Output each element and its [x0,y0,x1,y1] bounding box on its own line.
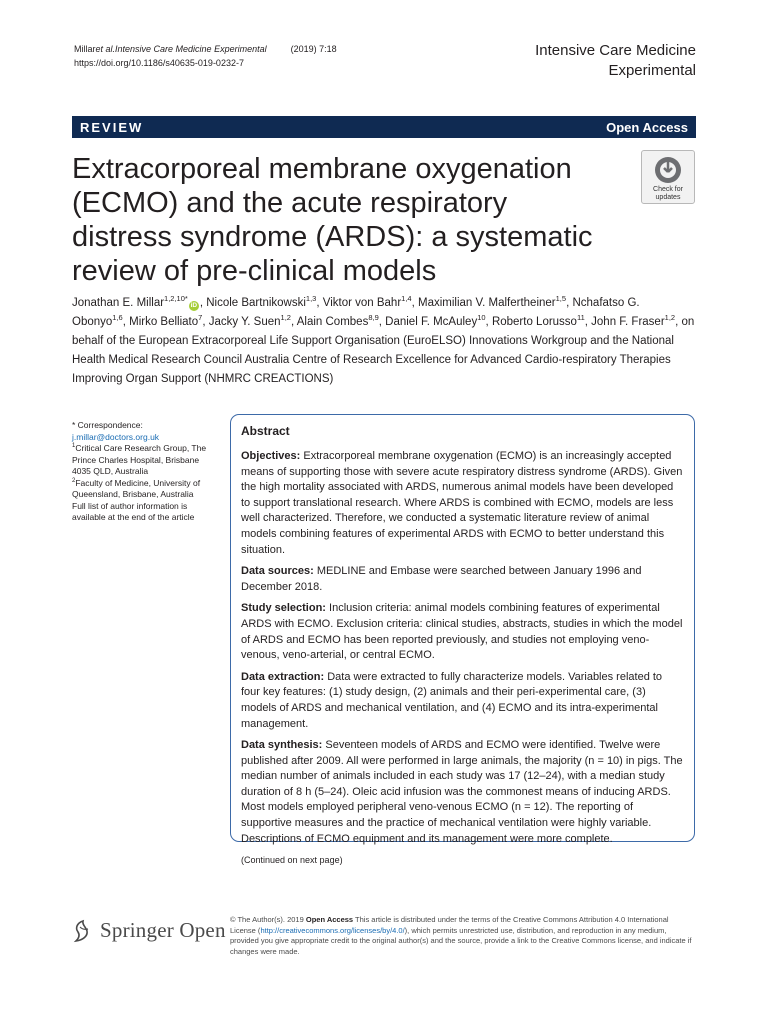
author-separator: , [411,297,418,309]
abstract-box [230,414,695,866]
author-name[interactable]: John F. Fraser [591,316,665,328]
running-header [74,42,337,70]
article-title: Extracorporeal membrane oxygenation (ECMO) and the acute respiratory distress syndrome (ARDS): a systematic review of pre-clinical models [72,153,593,287]
affiliation-2-text: Faculty of Medicine, University of Queensland, Brisbane, Australia [72,477,201,499]
author-name[interactable]: Maximilian V. Malfertheiner [418,297,556,309]
citation-line [74,42,337,56]
author-affiliation-number: 7 [198,313,203,323]
abstract-section-label: Objectives: [241,450,301,462]
journal-name-line1: Intensive Care Medicine [535,42,696,59]
author-separator: , [675,316,682,328]
affiliation-2-number: 2 [72,477,76,484]
author-name[interactable]: Viktor von Bahr [322,297,402,309]
journal-name [535,41,696,81]
author-entry [591,313,682,328]
author-separator: , [584,316,592,328]
license-text-part2: ), which permits unrestricted use, distribution, and reproduction in any medium, provided you give appropriate credit to the original author(s) and the source, provide a link to the Creative Commons license, and indicate if changes were made. [230,925,692,956]
author-name[interactable]: Mirko Belliato [129,316,199,328]
journal-name-line2: Experimental [608,62,696,79]
abstract-section [241,601,684,663]
abstract-section-label: Data extraction: [241,670,325,683]
orcid-icon[interactable]: iD [190,302,198,309]
publisher-name: Springer Open [100,918,226,942]
author-name[interactable]: Jacky Y. Suen [208,316,281,328]
correspondence-email[interactable]: j.millar@doctors.org.uk [72,431,160,442]
abstract-section-label: Study selection: [241,602,326,615]
author-affiliation-number: 1,2 [280,313,291,323]
author-list [72,294,696,389]
doi-link[interactable]: https://doi.org/10.1186/s40635-019-0232-7 [74,58,244,68]
check-for-updates-line2: updates [655,194,681,201]
author-separator: , [566,297,573,309]
article-type: REVIEW [80,119,144,135]
author-affiliation-number: 1,2,10* [164,294,188,304]
correspondence [72,420,216,443]
author-group: on behalf of the European Extracorporeal Life Support Organisation (EuroELSO) Innovations Workgroup and the National Health Medical Research Council Australia Centre of Research Excellence for Advanced Cardio-respiratory Therapies Improving Organ Support (NHMRC CREACTIONS) [72,316,695,385]
author-affiliation-number: 1,2 [664,313,676,323]
affiliation-2 [72,478,216,501]
author-separator: , [202,316,209,328]
author-affiliation-number: 1,6 [112,313,123,323]
author-separator: , [290,316,297,328]
article-type-banner [72,116,696,138]
author-separator: , [122,316,130,328]
author-entry [491,313,592,328]
copyright-text: © The Author(s). 2019 [230,915,306,924]
abstract-section [241,738,684,847]
author-name[interactable]: Nchafatso G. Obonyo [72,297,640,328]
license-text-part1: This article is distributed under the terms of the Creative Commons Attribution 4.0 International License ( [230,915,669,935]
author-entry [72,294,207,309]
correspondence-label: * Correspondence: [72,420,143,430]
affiliation-1-number: 1 [72,443,76,450]
author-separator: , [485,316,492,328]
check-for-updates-icon [653,155,683,185]
correspondence-sidebar [72,420,216,524]
affiliation-1-text: Critical Care Research Group, The Prince Charles Hospital, Brisbane 4035 QLD, Australia [72,443,207,476]
continued-note: (Continued on next page) [241,855,343,866]
author-entry [206,294,323,309]
citation-authors: Millar [74,44,96,54]
abstract-section-text: Inclusion criteria: animal models combining features of experimental ARDS with ECMO. Exclusion criteria: clinical studies, abstracts, studies in which the model of ARDS and ECMO has been reported previously, and studies not employing veno-venous, veno-arterial, or central ECMO. [241,602,683,662]
abstract-section [241,449,684,558]
author-name[interactable]: Daniel F. McAuley [385,316,478,328]
abstract-section-text: MEDLINE and Embase were searched between January 1996 and December 2018. [241,565,642,593]
author-affiliation-number: 8,9 [368,313,379,323]
author-entry [322,294,418,309]
abstract-section-label: Data synthesis: [241,739,323,752]
author-entry [208,313,297,328]
license-statement [230,915,696,957]
open-access-label: Open Access [606,119,688,135]
author-affiliation-number: 1,4 [401,294,412,304]
springer-open-logo[interactable] [72,918,226,943]
abstract-section-label: Data sources: [241,565,314,578]
check-for-updates-line1: Check for [653,186,683,193]
citation-journal: Intensive Care Medicine Experimental [115,44,267,54]
author-affiliation-number: 1,5 [555,294,567,304]
author-info-note: Full list of author information is available at the end of the article [72,500,195,522]
citation-year: (2019) 7:18 [290,44,337,54]
author-affiliation-number: 11 [576,313,585,323]
affiliation-1 [72,443,216,478]
abstract-section [241,564,684,595]
abstract-section-text: Extracorporeal membrane oxygenation (ECMO) is an increasingly accepted means of supporting those with severe acute respiratory distress syndrome (ARDS). Given the high mortality associated with ARDS, numerous animal models have been developed to support translational research. Where ARDS is combined with ECMO, models are less well characterized. Therefore, we conducted a systematic literature review of animal models combining features of experimental ARDS with ECMO to better understand this situation. [241,450,683,556]
springer-open-logo-icon [72,919,94,943]
author-affiliation-number: 10 [477,313,486,323]
author-affiliation-number: 1,3 [305,294,317,304]
author-separator: , [378,316,386,328]
author-name[interactable]: Nicole Bartnikowski [206,297,306,309]
license-open-access-label: Open Access [305,915,354,924]
author-separator: , [199,297,207,309]
abstract-heading: Abstract [241,424,290,438]
author-name[interactable]: Roberto Lorusso [491,316,577,328]
license-url-link[interactable]: http://creativecommons.org/licenses/by/4.0/ [260,925,405,935]
author-entry [385,313,492,328]
abstract-section-text: Data were extracted to fully characterize models. Variables related to four key features: (1) study design, (2) animals and their peri-experimental care, (3) models of ARDS and mechanical ventilation, and (4) ECMO and its intra-experimental management. [241,670,663,730]
author-separator: , [316,297,323,309]
author-name[interactable]: Alain Combes [296,316,369,328]
author-entry [296,313,386,328]
author-name[interactable]: Jonathan E. Millar [72,297,165,309]
abstract-section [241,670,684,732]
check-for-updates-badge[interactable] [641,150,695,204]
abstract-section-text: Seventeen models of ARDS and ECMO were identified. Twelve were published after 2009. All were performed in large animals, the majority (n = 10) in pigs. The median number of animals included in each study was 17 (12–24), with a median study duration of 8 h (5–24). Oleic acid infusion was the commonest means of inducing ARDS. Most models employed peripheral veno-venous ECMO (n = 12). The reporting of supportive measures and the practice of mechanical ventilation were highly variable. Descriptions of ECMO equipment and its management were more complete. [241,739,683,845]
author-entry [418,294,573,309]
author-entry [129,313,209,328]
citation-etal: et al. [95,44,116,54]
